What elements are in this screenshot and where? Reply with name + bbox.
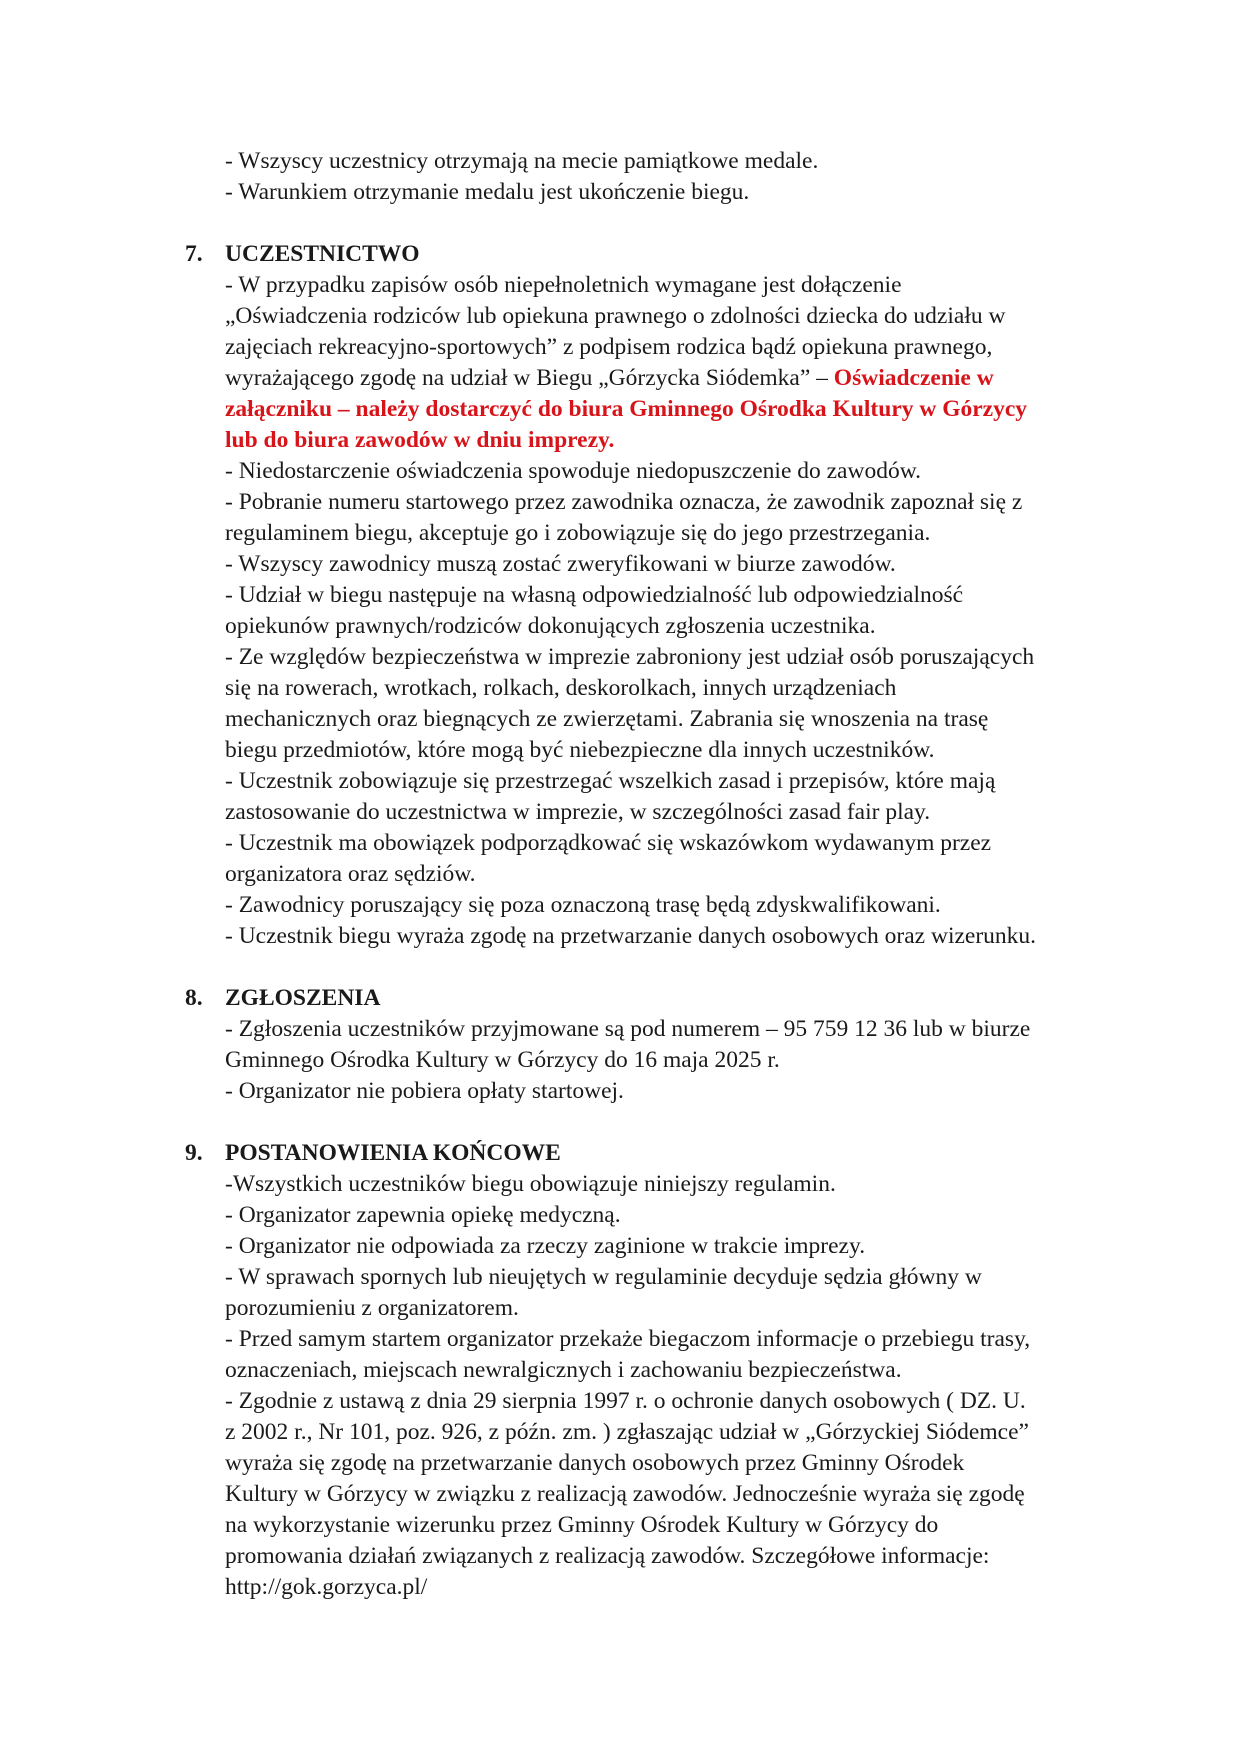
section-title: POSTANOWIENIA KOŃCOWE xyxy=(225,1140,561,1166)
paragraph-line: zajęciach rekreacyjno-sportowych” z podpisem rodzica bądź opiekuna prawnego, xyxy=(225,334,993,360)
section-body xyxy=(185,1014,1105,1107)
section-heading xyxy=(185,983,1105,1014)
paragraph-line: na wykorzystanie wizerunku przez Gminny Ośrodek Kultury w Górzycy do xyxy=(225,1512,939,1538)
highlight-line: załączniku – należy dostarczyć do biura Gminnego Ośrodka Kultury w Górzycy xyxy=(225,396,1028,422)
paragraph-line: się na rowerach, wrotkach, rolkach, deskorolkach, innych urządzeniach xyxy=(225,675,897,701)
paragraph-line: wyraża się zgodę na przetwarzanie danych osobowych przez Gminny Ośrodek xyxy=(225,1450,965,1476)
intro-line: - Wszyscy uczestnicy otrzymają na mecie pamiątkowe medale. xyxy=(225,148,819,174)
paragraph-line: regulaminem biegu, akceptuje go i zobowiązuje się do jego przestrzegania. xyxy=(225,520,931,546)
paragraph-line: biegu przedmiotów, które mogą być niebezpieczne dla innych uczestników. xyxy=(225,737,935,763)
paragraph-line: - Udział w biegu następuje na własną odpowiedzialność lub odpowiedzialność xyxy=(225,582,964,608)
paragraph-line: - Niedostarczenie oświadczenia spowoduje niedopuszczenie do zawodów. xyxy=(225,458,922,484)
section-uczestnictwo xyxy=(185,239,1105,952)
paragraph-line: - Przed samym startem organizator przekaże biegaczom informacje o przebiegu trasy, xyxy=(225,1326,1031,1352)
paragraph-line: mechanicznych oraz biegnących ze zwierzętami. Zabrania się wnoszenia na trasę xyxy=(225,706,989,732)
section-heading xyxy=(185,239,1105,270)
paragraph-line: - Zgodnie z ustawą z dnia 29 sierpnia 1997 r. o ochronie danych osobowych ( DZ. U. xyxy=(225,1388,1026,1414)
paragraph-line: - Uczestnik biegu wyraża zgodę na przetwarzanie danych osobowych oraz wizerunku. xyxy=(225,923,1037,949)
intro-block xyxy=(185,146,1105,208)
plain-text: wyrażającego zgodę na udział w Biegu „Górzycka Siódemka” – xyxy=(225,365,834,391)
paragraph-line-mixed xyxy=(225,363,1105,394)
paragraph-line: oznaczeniach, miejscach newralgicznych i zachowaniu bezpieczeństwa. xyxy=(225,1357,902,1383)
paragraph-line: - Zawodnicy poruszający się poza oznaczoną trasę będą zdyskwalifikowani. xyxy=(225,892,941,918)
section-zgloszenia xyxy=(185,983,1105,1107)
section-heading xyxy=(185,1138,1105,1169)
section-title: ZGŁOSZENIA xyxy=(225,985,381,1011)
highlight-line: lub do biura zawodów w dniu imprezy. xyxy=(225,427,615,453)
paragraph-line: zastosowanie do uczestnictwa w imprezie, w szczególności zasad fair play. xyxy=(225,799,931,825)
paragraph-line: - Pobranie numeru startowego przez zawodnika oznacza, że zawodnik zapoznał się z xyxy=(225,489,1023,515)
paragraph-line: - W przypadku zapisów osób niepełnoletnich wymagane jest dołączenie xyxy=(225,272,902,298)
section-body xyxy=(185,270,1105,952)
paragraph-line: porozumieniu z organizatorem. xyxy=(225,1295,519,1321)
intro-line: - Warunkiem otrzymanie medalu jest ukończenie biegu. xyxy=(225,179,750,205)
paragraph-line: z 2002 r., Nr 101, poz. 926, z późn. zm. ) zgłaszając udział w „Górzyckiej Siódemce” xyxy=(225,1419,1029,1445)
document-body xyxy=(185,146,1105,1603)
paragraph-line: - W sprawach spornych lub nieujętych w regulaminie decyduje sędzia główny w xyxy=(225,1264,982,1290)
paragraph-line: - Uczestnik zobowiązuje się przestrzegać wszelkich zasad i przepisów, które mają xyxy=(225,768,996,794)
section-number: 8. xyxy=(185,985,203,1011)
paragraph-line: opiekunów prawnych/rodziców dokonujących zgłoszenia uczestnika. xyxy=(225,613,876,639)
website-link[interactable]: http://gok.gorzyca.pl/ xyxy=(225,1574,428,1600)
paragraph-line: -Wszystkich uczestników biegu obowiązuje niniejszy regulamin. xyxy=(225,1171,836,1197)
paragraph-line: - Uczestnik ma obowiązek podporządkować się wskazówkom wydawanym przez xyxy=(225,830,992,856)
section-number: 7. xyxy=(185,241,203,267)
section-title: UCZESTNICTWO xyxy=(225,241,420,267)
paragraph-line: Kultury w Górzycy w związku z realizacją zawodów. Jednocześnie wyraża się zgodę xyxy=(225,1481,1025,1507)
section-body xyxy=(185,1169,1105,1603)
paragraph-line: - Organizator nie odpowiada za rzeczy zaginione w trakcie imprezy. xyxy=(225,1233,866,1259)
paragraph-line: - Ze względów bezpieczeństwa w imprezie zabroniony jest udział osób poruszających xyxy=(225,644,1035,670)
paragraph-line: promowania działań związanych z realizacją zawodów. Szczegółowe informacje: xyxy=(225,1543,990,1569)
highlight-text: Oświadczenie w xyxy=(833,365,994,391)
paragraph-line: - Zgłoszenia uczestników przyjmowane są pod numerem – 95 759 12 36 lub w biurze xyxy=(225,1016,1031,1042)
paragraph-line: - Wszyscy zawodnicy muszą zostać zweryfikowani w biurze zawodów. xyxy=(225,551,896,577)
section-number: 9. xyxy=(185,1140,203,1166)
paragraph-line: - Organizator nie pobiera opłaty startowej. xyxy=(225,1078,624,1104)
paragraph-line: - Organizator zapewnia opiekę medyczną. xyxy=(225,1202,621,1228)
paragraph-line: „Oświadczenia rodziców lub opiekuna prawnego o zdolności dziecka do udziału w xyxy=(225,303,1006,329)
paragraph-line: Gminnego Ośrodka Kultury w Górzycy do 16 maja 2025 r. xyxy=(225,1047,780,1073)
paragraph-line: organizatora oraz sędziów. xyxy=(225,861,476,887)
section-postanowienia-koncowe xyxy=(185,1138,1105,1603)
